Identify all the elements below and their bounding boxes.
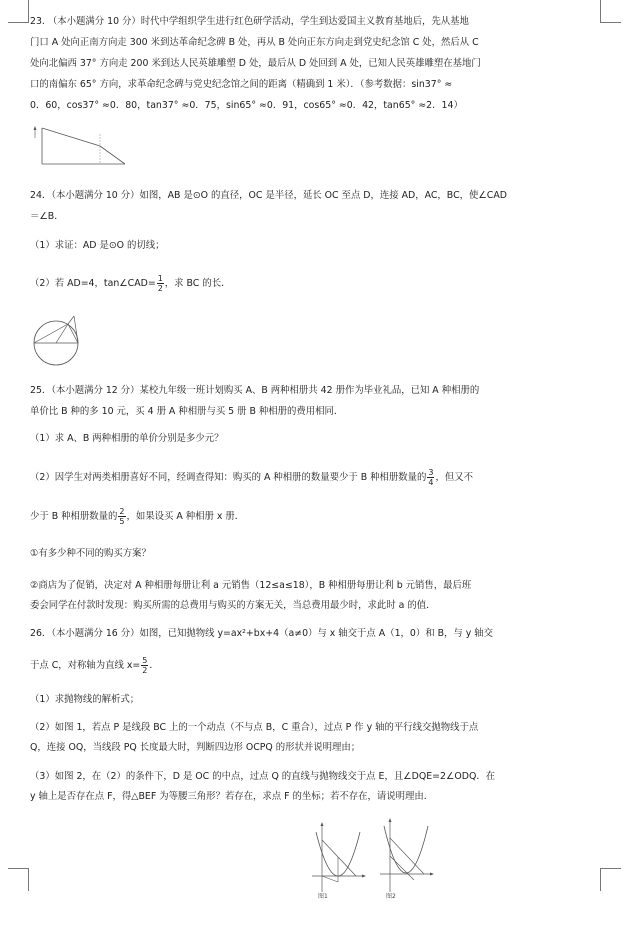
q25-fraction-1-numerator: 3	[428, 468, 434, 477]
q24-fraction	[157, 274, 164, 293]
q25-stem-line-1: 25．（本小题满分 12 分）某校九年级一班计划购买 A、B 两种相册共 42 册作为毕业礼品，已知 A 种相册的	[30, 385, 480, 396]
q24-part-2	[30, 274, 600, 293]
crop-mark-top-right	[600, 0, 621, 23]
q25-part-2-line-2-text-end: ，如果设买 A 种相册 x 册．	[126, 511, 245, 522]
q23-diagram	[30, 124, 140, 174]
q25-sub-1: ①有多少种不同的购买方案？	[30, 548, 151, 559]
q26-stem-text: 于点 C，对称轴为直线 x=	[30, 660, 141, 671]
q26-stem-line-2	[30, 656, 600, 675]
q26-part-3-line-2: y 轴上是否存在点 F，得△BEF 为等腰三角形？若存在，求点 F 的坐标；若不存在，请说明理由．	[30, 791, 434, 802]
q24-circle-diagram	[26, 316, 96, 370]
q24-part-2-text: （2）若 AD=4，tan∠CAD=	[30, 278, 156, 289]
q25-fraction-2	[118, 507, 125, 526]
q26-part-3-line-1: （3）如图 2，在（2）的条件下，D 是 OC 的中点，过点 Q 的直线与抛物线交于点 E，且∠DQE=2∠ODQ．在	[30, 771, 496, 782]
q25-sub-2-line-1: ②商店为了促销，决定对 A 种相册每册让利 a 元销售（12≤a≤18），B 种相册每册让利 b 元销售，最后班	[30, 580, 472, 591]
q24-fraction-denominator: 2	[157, 284, 163, 293]
q26-figure-1-caption: 图1	[318, 893, 328, 900]
q25-fraction-1	[427, 468, 434, 487]
q23-line-4: 口的南偏东 65° 方向，求革命纪念碑与党史纪念馆之间的距离（精确到 1 米）．（参考数据：sin37° ≈	[30, 79, 453, 90]
q25-stem-line-2: 单价比 B 种的多 10 元，买 4 册 A 种相册与买 5 册 B 种相册的费用相同．	[30, 406, 344, 417]
q26-fraction-denominator: 2	[142, 666, 148, 675]
q25-part-2-line-1	[30, 468, 600, 487]
q24-stem-line-1: 24．（本小题满分 10 分）如图，AB 是⊙O 的直径，OC 是半径，延长 OC 至点 D，连接 AD，AC，BC，使∠CAD	[30, 190, 507, 201]
q26-part-1: （1）求抛物线的解析式；	[30, 694, 140, 705]
crop-mark-bottom-right	[600, 868, 621, 891]
q24-part-2-text-end: ，求 BC 的长．	[164, 278, 231, 289]
q26-fraction-numerator: 5	[142, 656, 148, 665]
crop-mark-top-left	[8, 0, 29, 23]
q25-fraction-2-numerator: 2	[119, 507, 125, 516]
q23-line-1: 23. （本小题满分 10 分）时代中学组织学生进行红色研学活动，学生到达爱国主义教育基地后，先从基地	[30, 16, 469, 27]
q23-line-5: 0．60，cos37° ≈0．80，tan37° ≈0．75，sin65° ≈0．91，cos65° ≈0．42，tan65° ≈2．14）	[30, 100, 463, 111]
q25-part-2-line-2	[30, 507, 600, 526]
q26-figure-2-caption: 图2	[386, 893, 396, 900]
q26-part-2-line-2: Q，连接 OQ，当线段 PQ 长度最大时，判断四边形 OCPQ 的形状并说明理由；	[30, 742, 361, 753]
q25-fraction-2-denominator: 5	[119, 517, 125, 526]
q24-stem-line-2: ＝∠B．	[30, 211, 64, 222]
q26-stem-line-1: 26．（本小题满分 16 分）如图，已知抛物线 y=ax²+bx+4（a≠0）与 x 轴交于点 A（1，0）和 B，与 y 轴交	[30, 628, 494, 639]
q26-figure-1	[308, 820, 368, 900]
q25-part-2-text: （2）因学生对两类相册喜好不同，经调查得知：购买的 A 种相册的数量要少于 B 种相册数量的	[30, 472, 427, 483]
q24-fraction-numerator: 1	[157, 274, 163, 283]
q26-fraction	[141, 656, 148, 675]
q26-part-2-line-1: （2）如图 1，若点 P 是线段 BC 上的一个动点（不与点 B，C 重合），过点 P 作 y 轴的平行线交抛物线于点	[30, 722, 479, 733]
q25-sub-2-line-2: 委会同学在付款时发现：购买所需的总费用与购买的方案无关，当总费用最少时，求此时 a 的值．	[30, 600, 436, 611]
q25-part-2-text-mid: ，但又不	[435, 472, 473, 483]
q25-part-2-line-2-text: 少于 B 种相册数量的	[30, 511, 118, 522]
q26-stem-text-end: ．	[149, 660, 159, 671]
crop-mark-bottom-left	[8, 868, 29, 891]
q25-fraction-1-denominator: 4	[428, 478, 434, 487]
q25-part-1: （1）求 A、B 两种相册的单价分别是多少元？	[30, 433, 224, 444]
q24-part-1: （1）求证：AD 是⊙O 的切线；	[30, 240, 165, 251]
q26-figure-2	[376, 816, 436, 900]
q23-line-3: 处向北偏西 37° 方向走 200 米到达人民英雄雕塑 D 处，最后从 D 处回到 A 处，已知人民英雄雕塑在基地门	[30, 58, 481, 69]
q23-line-2: 门口 A 处向正南方向走 300 米到达革命纪念碑 B 处，再从 B 处向正东方向走到党史纪念馆 C 处，然后从 C	[30, 37, 479, 48]
